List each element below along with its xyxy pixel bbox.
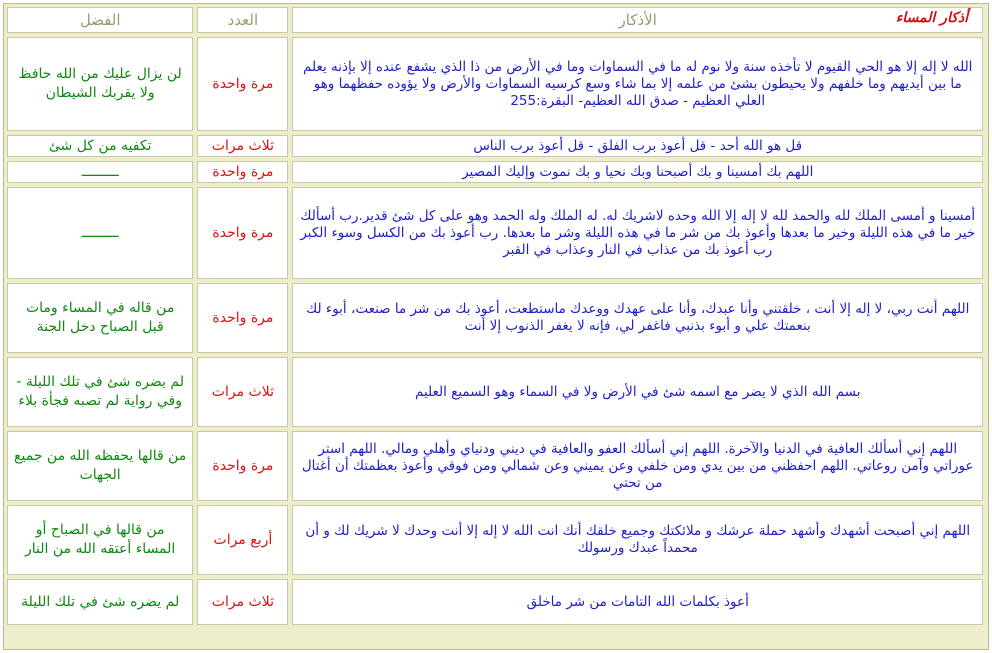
repeat-count: ثلاث مرات: [197, 135, 288, 157]
virtue-text: من قالها في الصباح أو المساء أعتقه الله من النار: [7, 505, 193, 575]
adhkar-panel: [3, 3, 989, 650]
column-header-virtue: الفضل: [7, 7, 193, 33]
dhikr-text: بسم الله الذي لا يضر مع اسمه شئ في الأرض ولا في السماء وهو السميع العليم: [292, 357, 983, 427]
table-row: [7, 187, 983, 279]
dhikr-text: الله لا إله إلا هو الحي القيوم لا تأخذه سنة ولا نوم له ما في السماوات وما في الأرض من ذا الذي يشفع عنده إلا بإذنه يعلم ما بين أيديهم وما خلفهم ولا يحيطون بشئ من علمه إلا بما شاء وسع كرسيه السماوات والأرض ولا يؤوده حفظهما وهو العلي العظيم - صدق الله العظيم- البقرة:255: [292, 37, 983, 131]
repeat-count: مرة واحدة: [197, 161, 288, 183]
virtue-text: من قالها يحفظه الله من جميع الجهات: [7, 431, 193, 501]
dhikr-text: أمسينا و أمسى الملك لله والحمد لله لا إله إلا الله وحده لاشريك له. له الملك وله الحمد وهو على كل شئ قدير.رب أسألك خير ما في هذه الليلة وخير ما بعدها وأعوذ بك من شر ما في هذه الليلة وشر ما بعدها. رب أعوذ بك من الكسل وسوء الكبر رب أعوذ بك من عذاب في النار وعذاب في القبر: [292, 187, 983, 279]
dhikr-text: اللهم بك أمسينا و بك أصبحنا وبك نحيا و بك نموت وإليك المصير: [292, 161, 983, 183]
dhikr-text: اللهم أنت ربي، لا إله إلا أنت ، خلقتني وأنا عبدك، وأنا على عهدك ووعدك ماستطعت، أعوذ بك من شر ما صنعت، أبوء لك بنعمتك علي و أبوء بذنبي فاغفر لي، فإنه لا يغفر الذنوب إلا أنت: [292, 283, 983, 353]
dhikr-text: اللهم إني أصبحت أشهدك وأشهد حملة عرشك و ملائكتك وجميع خلقك أنك انت الله لا إله إلا أنت وحدك لا شريك لك و أن محمداً عبدك ورسولك: [292, 505, 983, 575]
repeat-count: مرة واحدة: [197, 187, 288, 279]
dhikr-text: اللهم إني أسألك العافية في الدنيا والآخرة. اللهم إني أسألك العفو والعافية في ديني ودنياي وأهلي ومالي. اللهم استر عوراتي وآمن روعاتي. اللهم احفظني من بين يدي ومن خلفي وعن يميني وعن شمالي ومن فوقي وأعوذ بعظمتك أن أغتال من تحتي: [292, 431, 983, 501]
table-row: [7, 357, 983, 427]
repeat-count: أربع مرات: [197, 505, 288, 575]
table-row: [7, 135, 983, 157]
virtue-text: لن يزال عليك من الله حافظ ولا يقربك الشيطان: [7, 37, 193, 131]
virtue-text: لم يضره شئ في تلك الليلة: [7, 579, 193, 625]
empty-virtue-dash: ـــــــــ: [81, 224, 119, 241]
header-row: [7, 7, 983, 33]
table-row: [7, 161, 983, 183]
empty-virtue-dash: ـــــــــ: [81, 163, 119, 180]
virtue-text: من قاله في المساء ومات قبل الصباح دخل الجنة: [7, 283, 193, 353]
header-dhikr-cell: [292, 7, 983, 33]
column-header-count: العدد: [197, 7, 288, 33]
table-row: [7, 283, 983, 353]
repeat-count: ثلاث مرات: [197, 579, 288, 625]
table-row: [7, 505, 983, 575]
repeat-count: مرة واحدة: [197, 283, 288, 353]
table-row: [7, 37, 983, 131]
table-row: [7, 431, 983, 501]
column-header-dhikr: الأذكار: [618, 11, 657, 29]
table-row: [7, 579, 983, 625]
virtue-text: لم يضره شئ في تلك الليلة - وفي رواية لم تصبه فجأة بلاء: [7, 357, 193, 427]
adhkar-table: [3, 3, 987, 629]
dhikr-text: قل هو الله أحد - قل أعوذ برب الفلق - قل أعوذ برب الناس: [292, 135, 983, 157]
repeat-count: مرة واحدة: [197, 431, 288, 501]
repeat-count: ثلاث مرات: [197, 357, 288, 427]
virtue-text: تكفيه من كل شئ: [7, 135, 193, 157]
repeat-count: مرة واحدة: [197, 37, 288, 131]
section-title: أذكار المساء: [895, 10, 968, 26]
dhikr-text: أعوذ بكلمات الله التامات من شر ماخلق: [292, 579, 983, 625]
